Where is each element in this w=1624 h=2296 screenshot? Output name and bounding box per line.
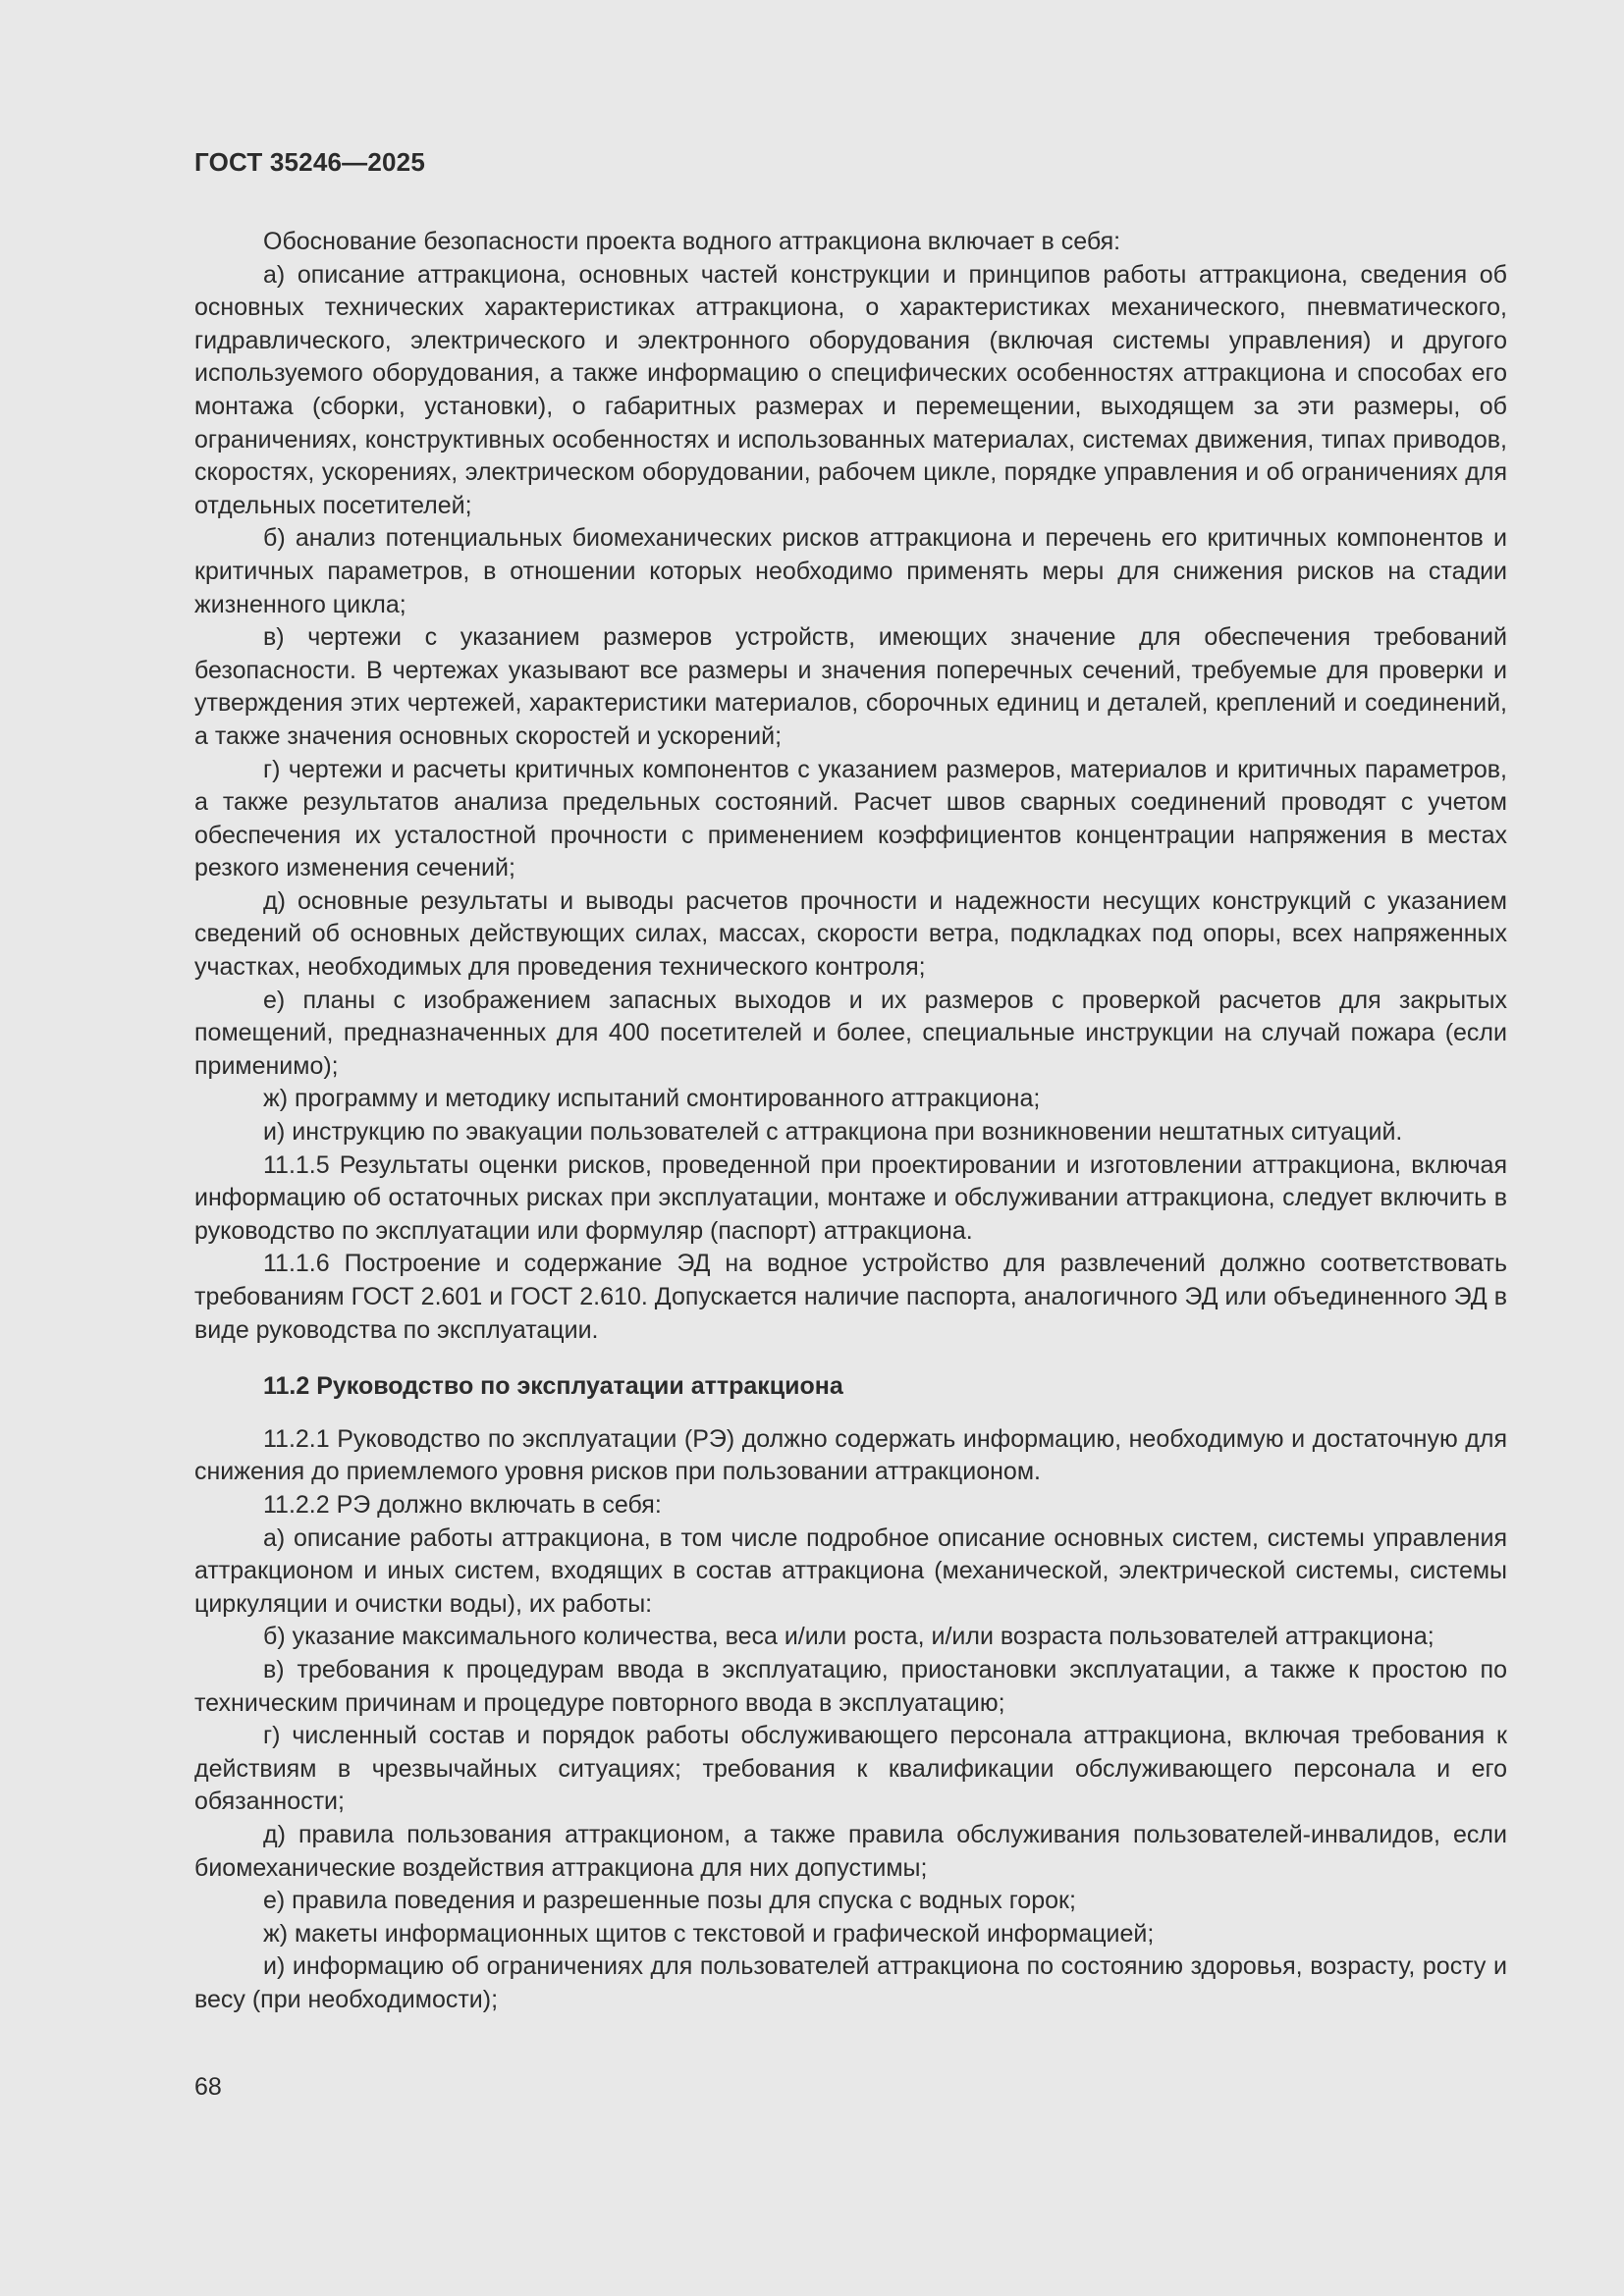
clause-11-1-6: 11.1.6 Построение и содержание ЭД на водное устройство для развлечений должно соответствовать требованиям ГОСТ 2.601 и ГОСТ 2.610. Допускается наличие паспорта, аналогичного ЭД или объединенного ЭД в виде руководства по эксплуатации. <box>194 1250 1507 1344</box>
list-item-d: д) правила пользования аттракционом, а также правила обслуживания пользователей-инвалидов, если биомеханические воздействия аттракциона для них допустимы; <box>194 1820 1507 1882</box>
list-item-i: и) инструкцию по эвакуации пользователей с аттракциона при возникновении нештатных ситуаций. <box>263 1118 1403 1147</box>
list-item-v: в) чертежи с указанием размеров устройств, имеющих значение для обеспечения требований безопасности. В чертежах указывают все размеры и значения поперечных сечений, требуемые для проверки и утверждения этих чертежей, характеристики материалов, сборочных единиц и деталей, креплений и соединений, а также значения основных скоростей и ускорений; <box>194 623 1507 750</box>
list-item-d: д) основные результаты и выводы расчетов прочности и надежности несущих конструкций с указанием сведений об основных действующих силах, массах, скорости ветра, подкладках под опоры, всех напряженных участках, необходимых для проведения технического контроля; <box>194 886 1507 982</box>
section-heading: 11.2 Руководство по эксплуатации аттракциона <box>263 1372 843 1401</box>
list-item-i: и) информацию об ограничениях для пользователей аттракциона по состоянию здоровья, возрасту, росту и весу (при необходимости); <box>194 1952 1507 2013</box>
list-item-a: а) описание аттракциона, основных частей конструкции и принципов работы аттракциона, сведения об основных технических характеристиках аттракциона, о характеристиках механического, пневматического, гидравлического, электрического и электронного оборудования (включая системы управления) и другого используемого оборудования, а также информацию о специфических особенностях аттракциона и способах его монтажа (сборки, установки), о габаритных размерах и перемещении, выходящем за эти размеры, об ограничениях, конструктивных особенностях и использованных материалах, системах движения, типах приводов, скоростях, ускорениях, электрическом оборудовании, рабочем цикле, порядке управления и об ограничениях для отдельных посетителей; <box>194 260 1507 519</box>
list-item-zh: ж) программу и методику испытаний смонтированного аттракциона; <box>263 1085 1041 1113</box>
clause-11-2-1: 11.2.1 Руководство по эксплуатации (РЭ) должно содержать информацию, необходимую и достаточную для снижения до приемлемого уровня рисков при пользовании аттракционом. <box>194 1424 1507 1486</box>
list-item-v: в) требования к процедурам ввода в эксплуатацию, приостановки эксплуатации, а также к простою по техническим причинам и процедуре повторного ввода в эксплуатацию; <box>194 1655 1507 1717</box>
list-item-g: г) численный состав и порядок работы обслуживающего персонала аттракциона, включая требования к действиям в чрезвычайных ситуациях; требования к квалификации обслуживающего персонала и его обязанности; <box>194 1722 1507 1816</box>
list-item-b: б) анализ потенциальных биомеханических рисков аттракциона и перечень его критичных компонентов и критичных параметров, в отношении которых необходимо применять меры для снижения рисков на стадии жизненного цикла; <box>194 524 1507 618</box>
document-header: ГОСТ 35246—2025 <box>194 147 425 177</box>
paragraph: Обоснование безопасности проекта водного аттракциона включает в себя: <box>263 228 1121 255</box>
list-item-g: г) чертежи и расчеты критичных компонентов с указанием размеров, материалов и критичных параметров, а также результатов анализа предельных состояний. Расчет швов сварных соединений проводят с учетом обеспечения их усталостной прочности с применением коэффициентов концентрации напряжения в местах резкого изменения сечений; <box>194 755 1507 882</box>
list-item-e: е) правила поведения и разрешенные позы для спуска с водных горок; <box>263 1887 1076 1915</box>
page-number: 68 <box>194 2073 222 2101</box>
document-body <box>194 226 1507 2016</box>
clause-11-1-5: 11.1.5 Результаты оценки рисков, проведенной при проектировании и изготовлении аттракциона, включая информацию об остаточных рисках при эксплуатации, монтаже и обслуживании аттракциона, следует включить в руководство по эксплуатации или формуляр (паспорт) аттракциона. <box>194 1150 1507 1245</box>
list-item-b: б) указание максимального количества, веса и/или роста, и/или возраста пользователей аттракциона; <box>263 1623 1435 1651</box>
clause-11-2-2: 11.2.2 РЭ должно включать в себя: <box>263 1490 662 1519</box>
list-item-zh: ж) макеты информационных щитов с текстовой и графической информацией; <box>263 1919 1155 1948</box>
list-item-a: а) описание работы аттракциона, в том числе подробное описание основных систем, системы управления аттракционом и иных систем, входящих в состав аттракциона (механической, электрической системы, системы циркуляции и очистки воды), их работы: <box>194 1523 1507 1618</box>
list-item-e: е) планы с изображением запасных выходов и их размеров с проверкой расчетов для закрытых помещений, предназначенных для 400 посетителей и более, специальные инструкции на случай пожара (если применимо); <box>194 986 1507 1080</box>
